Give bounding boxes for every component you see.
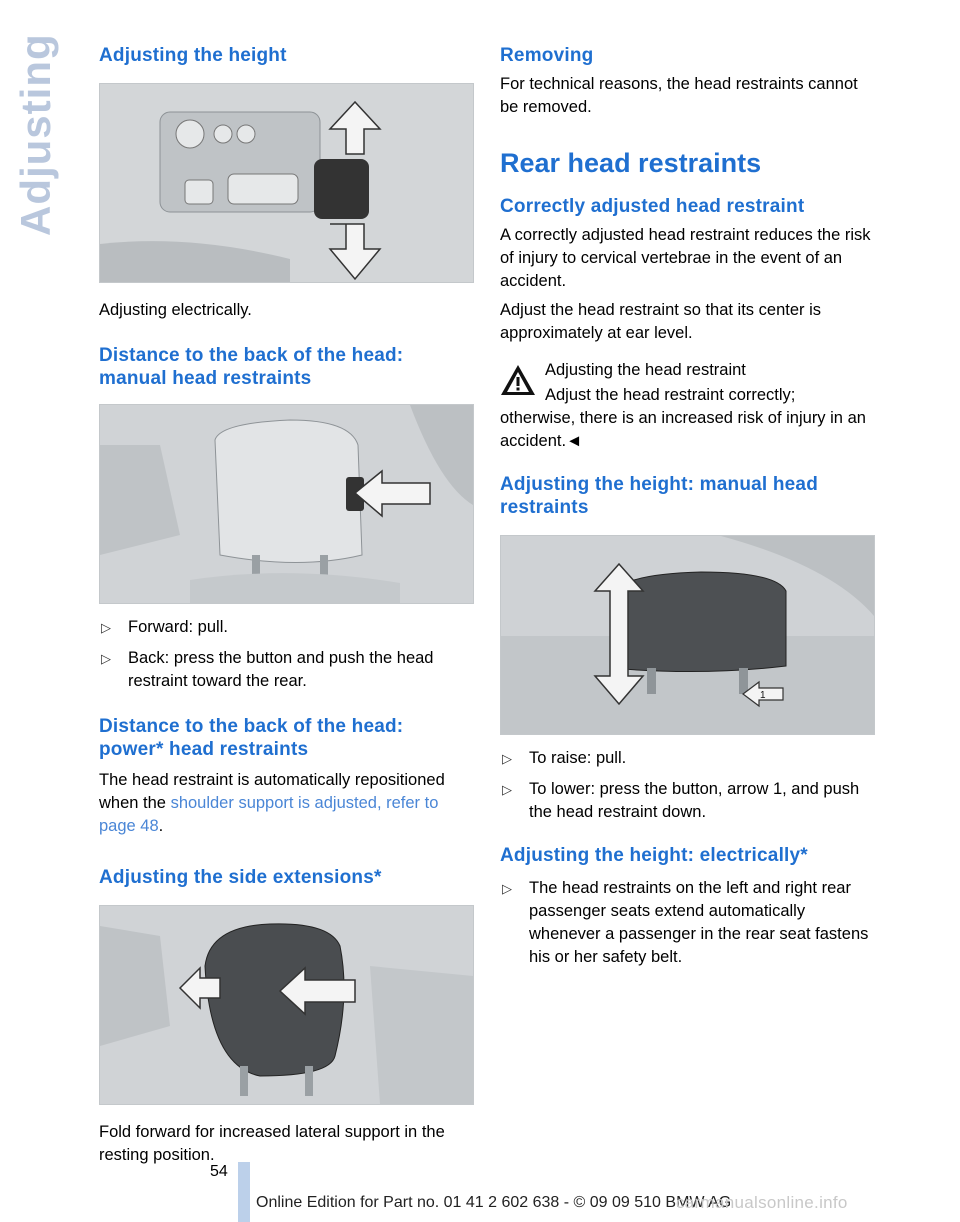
svg-text:1: 1	[760, 690, 766, 701]
list-item: ▷ To lower: press the button, arrow 1, and push the head restraint down.	[502, 780, 860, 821]
list-item: ▷ The head restraints on the left and right rear passenger seats extend automatically whenever a passenger in the rear seat fastens his or her safety belt.	[502, 879, 869, 966]
correct-paragraph-2: Adjust the head restraint so that its center is approximately at ear level.	[500, 301, 822, 342]
triangle-right-icon: ▷	[502, 881, 512, 896]
figure-side-extensions	[99, 905, 474, 1105]
left-column	[99, 44, 472, 1167]
removing-text: For technical reasons, the head restraints cannot be removed.	[500, 75, 858, 116]
power-paragraph: The head restraint is automatically repositioned when the shoulder support is adjusted, refer to page 48.	[99, 771, 445, 835]
heading-removing: Removing	[500, 45, 594, 66]
warning-title: Adjusting the head restraint	[545, 361, 746, 379]
caption-electric: Adjusting electrically.	[99, 301, 252, 319]
heading-adjusting-height: Adjusting the height	[99, 45, 287, 66]
heading-electric-height: Adjusting the height: electrically*	[500, 845, 808, 866]
heading-manual-height: Adjusting the height: manual head restraints	[500, 474, 818, 518]
manual-height-list	[500, 747, 873, 824]
list-item: ▷ Forward: pull.	[99, 616, 472, 639]
page-number: 54	[210, 1163, 228, 1180]
electric-height-list	[500, 877, 873, 969]
warning-box	[500, 359, 873, 453]
correct-paragraph-1: A correctly adjusted head restraint reduces the risk of injury to cervical vertebrae in the event of an accident.	[500, 226, 871, 290]
figure-rear-manual-height	[500, 535, 875, 735]
heading-power-distance: Distance to the back of the head: power* head restraints	[99, 716, 404, 760]
edition-footer: Online Edition for Part no. 01 41 2 602 638 - © 09 09 510 BMW AG	[256, 1194, 732, 1211]
watermark: carmanualsonline.info	[676, 1193, 848, 1212]
list-item: ▷ To raise: pull.	[500, 747, 873, 770]
triangle-right-icon: ▷	[502, 751, 512, 766]
figure-manual-head-restraint	[99, 404, 474, 604]
triangle-right-icon: ▷	[101, 620, 111, 635]
figure-electric-height-switch	[99, 83, 474, 283]
side-caption: Fold forward for increased lateral support in the resting position.	[99, 1123, 445, 1164]
heading-side-extensions: Adjusting the side extensions*	[99, 867, 382, 888]
right-column	[500, 44, 873, 969]
heading-rear-head-restraints: Rear head restraints	[500, 148, 762, 178]
triangle-right-icon: ▷	[101, 651, 111, 666]
list-item: ▷ Back: press the button and push the head restraint toward the rear.	[101, 649, 434, 690]
chapter-side-tab: Adjusting	[12, 33, 59, 237]
manual-distance-list	[99, 616, 472, 693]
heading-correctly-adjusted: Correctly adjusted head restraint	[500, 196, 805, 217]
warning-triangle-icon	[500, 363, 536, 397]
footer-bar	[238, 1162, 250, 1222]
heading-manual-distance: Distance to the back of the head: manual head restraints	[99, 345, 404, 389]
link-shoulder-support[interactable]: shoulder support is adjusted, refer to page 48	[99, 794, 439, 835]
warning-body: Adjust the head restraint correctly; otherwise, there is an increased risk of injury in an accident.◄	[500, 386, 866, 450]
triangle-right-icon: ▷	[502, 782, 512, 797]
